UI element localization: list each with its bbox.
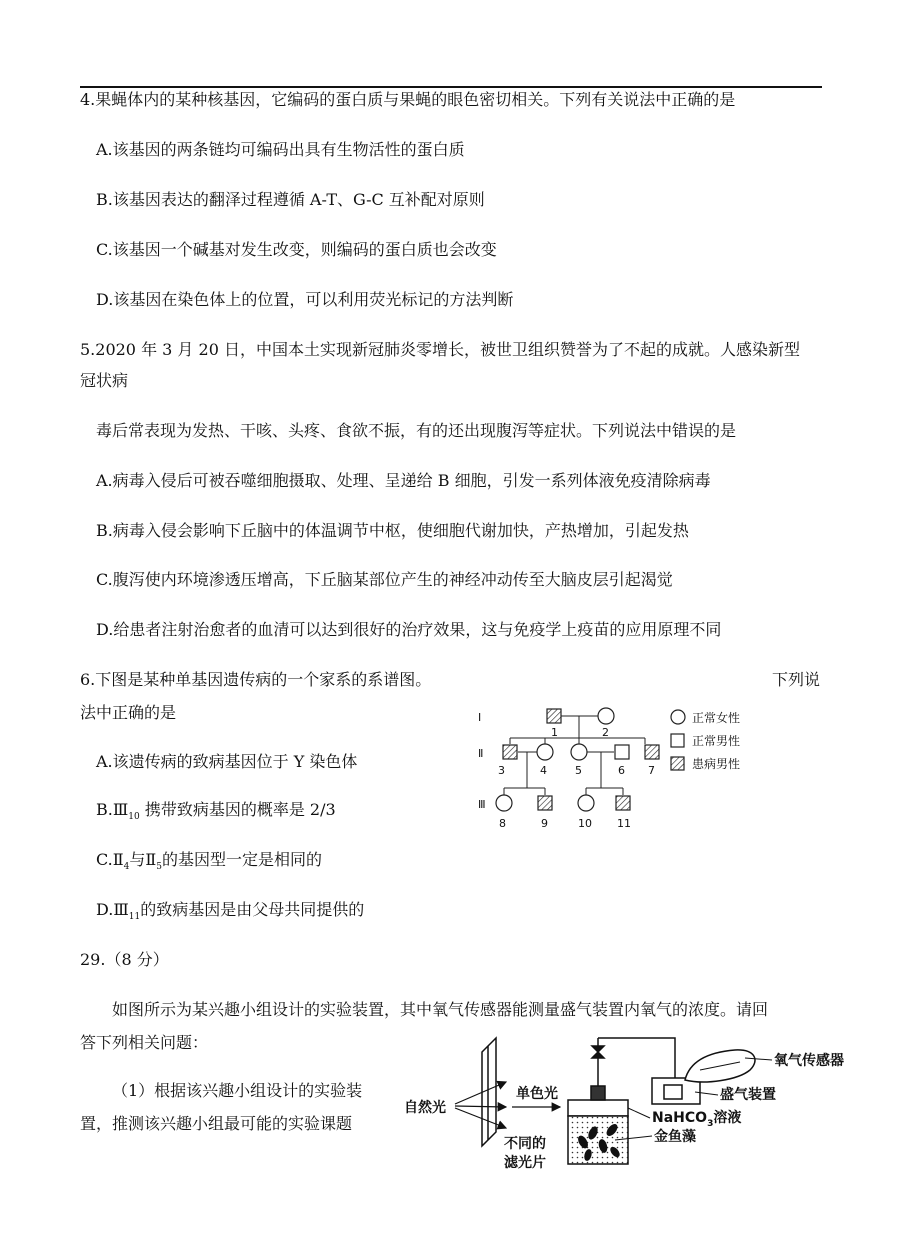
pedigree-number-8: 8 <box>499 817 506 830</box>
pedigree-chart <box>470 700 770 835</box>
pedigree-number-4: 4 <box>540 764 547 777</box>
pedigree-individual-2 <box>598 708 614 724</box>
pedigree-number-11: 11 <box>617 817 631 830</box>
legend-normal-female-symbol <box>671 710 685 724</box>
filter-label-line2: 滤光片 <box>504 1155 546 1171</box>
natural-light-label: 自然光 <box>404 1100 446 1116</box>
q5-option-c: C.腹泻使内环境渗透压增高，下丘脑某部位产生的神经冲动传至大脑皮层引起渴觉 <box>96 570 673 589</box>
pedigree-individual-9 <box>538 796 552 810</box>
q6-stem-left: 6.下图是某种单基因遗传病的一个家系的系谱图。 <box>80 670 432 689</box>
stopper <box>591 1086 605 1100</box>
valve <box>592 1046 604 1058</box>
pedigree-number-1: 1 <box>551 726 558 739</box>
q5-stem-line1: 5.2020 年 3 月 20 日，中国本土实现新冠肺炎零增长，被世卫组织赞誉为了不起的成就。人感染新型 <box>80 340 800 359</box>
natural-light-ray-1 <box>455 1082 506 1104</box>
q5-option-b: B.病毒入侵会影响下丘脑中的体温调节中枢，使细胞代谢加快，产热增加，引起发热 <box>96 521 689 540</box>
q5-stem-line2: 冠状病 <box>80 371 129 390</box>
legend-normal-male-label: 正常男性 <box>692 734 741 748</box>
q5-option-a: A.病毒入侵后可被吞噬细胞摄取、处理、呈递给 B 细胞，引发一系列体液免疫清除病毒 <box>96 471 711 490</box>
natural-light-ray-2 <box>455 1106 506 1107</box>
q6-option-b: $B.Ⅲ_{10}$ 携带致病基因的概率是 2/3 <box>96 800 336 822</box>
legend-affected-male-symbol <box>671 757 684 770</box>
q4-option-c: C.该基因一个碱基对发生改变，则编码的蛋白质也会改变 <box>96 240 497 259</box>
pedigree-individual-5 <box>571 744 587 760</box>
q4-option-b: B.该基因表达的翻泽过程遵循 A-T、G-C 互补配对原则 <box>96 190 485 209</box>
pedigree-individual-6 <box>615 745 629 759</box>
q29-para1-line2: 答下列相关问题： <box>80 1033 209 1052</box>
pedigree-number-3: 3 <box>498 764 505 777</box>
q5-stem-line3: 毒后常表现为发热、干咳、头疼、食欲不振，有的还出现腹泻等症状。下列说法中错误的是 <box>96 421 737 440</box>
generation-label-i: Ⅰ <box>478 711 482 724</box>
header-rule <box>80 86 822 88</box>
pedigree-number-6: 6 <box>618 764 625 777</box>
pedigree-individual-1 <box>547 709 561 723</box>
pedigree-number-10: 10 <box>578 817 592 830</box>
q4-option-d: D.该基因在染色体上的位置，可以利用荧光标记的方法判断 <box>96 290 514 309</box>
natural-light-ray-3 <box>455 1108 506 1128</box>
pedigree-number-5: 5 <box>575 764 582 777</box>
q6-stem-right: 下列说 <box>772 670 821 689</box>
q29-para1-line1: 如图所示为某兴趣小组设计的实验装置，其中氧气传感器能测量盛气装置内氧气的浓度。请回 <box>112 1000 769 1019</box>
mono-light-label: 单色光 <box>516 1086 558 1102</box>
plant-label: 金鱼藻 <box>654 1129 696 1145</box>
legend-normal-male-symbol <box>671 734 684 747</box>
legend-affected-male-label: 患病男性 <box>692 757 741 771</box>
gas-device-label: 盛气装置 <box>720 1087 776 1103</box>
filter-label-line1: 不同的 <box>504 1136 546 1152</box>
pedigree-individual-7 <box>645 745 659 759</box>
apparatus-diagram <box>400 1030 860 1180</box>
q6-option-a: A.该遗传病的致病基因位于 Y 染色体 <box>96 752 358 771</box>
q29-heading: 29.（8 分） <box>80 950 169 969</box>
pedigree-number-9: 9 <box>541 817 548 830</box>
q29-para2-line1: （1）根据该兴趣小组设计的实验装 <box>112 1081 363 1100</box>
generation-label-ii: Ⅱ <box>478 747 484 760</box>
q29-para2-line2: 置，推测该兴趣小组最可能的实验课题 <box>80 1114 353 1133</box>
oxygen-sensor-label: 氧气传感器 <box>774 1053 844 1069</box>
q4-option-a: A.该基因的两条链均可编码出具有生物活性的蛋白质 <box>96 140 465 159</box>
legend-normal-female-label: 正常女性 <box>692 711 741 725</box>
q6-option-c: $C.Ⅱ_4$与$Ⅱ_5$的基因型一定是相同的 <box>96 850 323 872</box>
q6-stem-line2: 法中正确的是 <box>80 703 177 722</box>
pedigree-individual-3 <box>503 745 517 759</box>
pedigree-number-2: 2 <box>602 726 609 739</box>
q6-option-d: $D.Ⅲ_{11}$的致病基因是由父母共同提供的 <box>96 900 365 922</box>
leader-solution <box>628 1108 650 1118</box>
solution-label: NaHCO$_3$溶液 <box>652 1110 742 1129</box>
pedigree-individual-11 <box>616 796 630 810</box>
pedigree-individual-4 <box>537 744 553 760</box>
generation-label-iii: Ⅲ <box>478 798 486 811</box>
pedigree-number-7: 7 <box>648 764 655 777</box>
pedigree-individual-8 <box>496 795 512 811</box>
pedigree-individual-10 <box>578 795 594 811</box>
q4-stem: 4.果蝇体内的某种核基因，它编码的蛋白质与果蝇的眼色密切相关。下列有关说法中正确的是 <box>80 90 736 109</box>
q5-option-d: D.给患者注射治愈者的血清可以达到很好的治疗效果，这与免疫学上疫苗的应用原理不同 <box>96 620 722 639</box>
